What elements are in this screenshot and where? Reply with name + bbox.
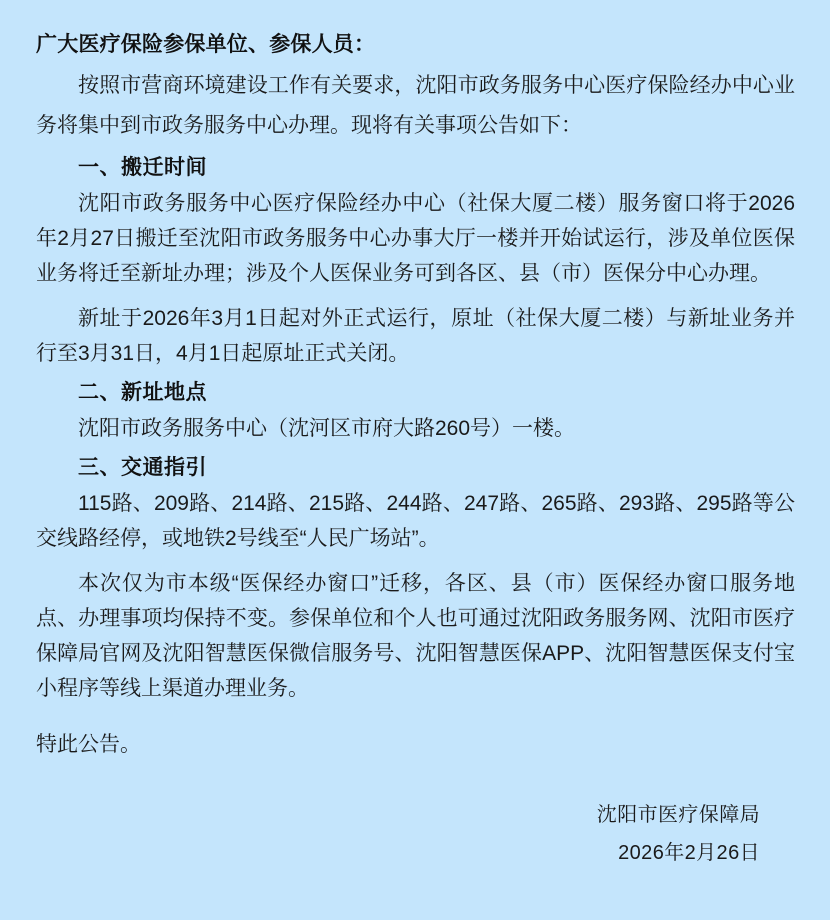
signature-block bbox=[36, 796, 795, 872]
signature-issuer: 沈阳市医疗保障局 bbox=[596, 804, 760, 826]
section-paragraph-relocation-schedule: 沈阳市政务服务中心医疗保险经办中心（社保大厦二楼）服务窗口将于2026年2月27日搬迁至沈阳市政务服务中心办事大厅一楼并开始试运行，涉及单位医保业务将迁至新址办理；涉及个人医保业务可到各区、县（市）医保分中心办理。 bbox=[36, 192, 795, 285]
section-paragraph-transport-routes: 115路、209路、214路、215路、244路、247路、265路、293路、295路等公交线路经停，或地铁2号线至“人民广场站”。 bbox=[36, 492, 795, 550]
salutation: 广大医疗保险参保单位、参保人员： bbox=[36, 33, 376, 56]
spacer bbox=[36, 291, 795, 301]
spacer bbox=[36, 706, 795, 728]
section-paragraph-new-address: 沈阳市政务服务中心（沈河区市府大路260号）一楼。 bbox=[78, 417, 576, 440]
section-heading-relocation-time: 一、搬迁时间 bbox=[78, 156, 207, 179]
section-heading-transport-guide: 三、交通指引 bbox=[78, 456, 207, 479]
section-paragraph-parallel-operation: 新址于2026年3月1日起对外正式运行，原址（社保大厦二楼）与新址业务并行至3月31日，4月1日起原址正式关闭。 bbox=[36, 307, 795, 365]
intro-paragraph: 按照市营商环境建设工作有关要求，沈阳市政务服务中心医疗保险经办中心业务将集中到市政务服务中心办理。现将有关事项公告如下： bbox=[36, 74, 795, 137]
closing-statement: 特此公告。 bbox=[36, 733, 141, 756]
notice-paragraph-service-unchanged: 本次仅为市本级“医保经办窗口”迁移，各区、县（市）医保经办窗口服务地点、办理事项均保持不变。参保单位和个人也可通过沈阳政务服务网、沈阳市医疗保障局官网及沈阳智慧医保微信服务号、沈阳智慧医保APP、沈阳智慧医保支付宝小程序等线上渠道办理业务。 bbox=[36, 572, 795, 700]
section-heading-new-address: 二、新址地点 bbox=[78, 381, 207, 404]
spacer bbox=[36, 556, 795, 566]
signature-date: 2026年2月26日 bbox=[618, 842, 760, 864]
